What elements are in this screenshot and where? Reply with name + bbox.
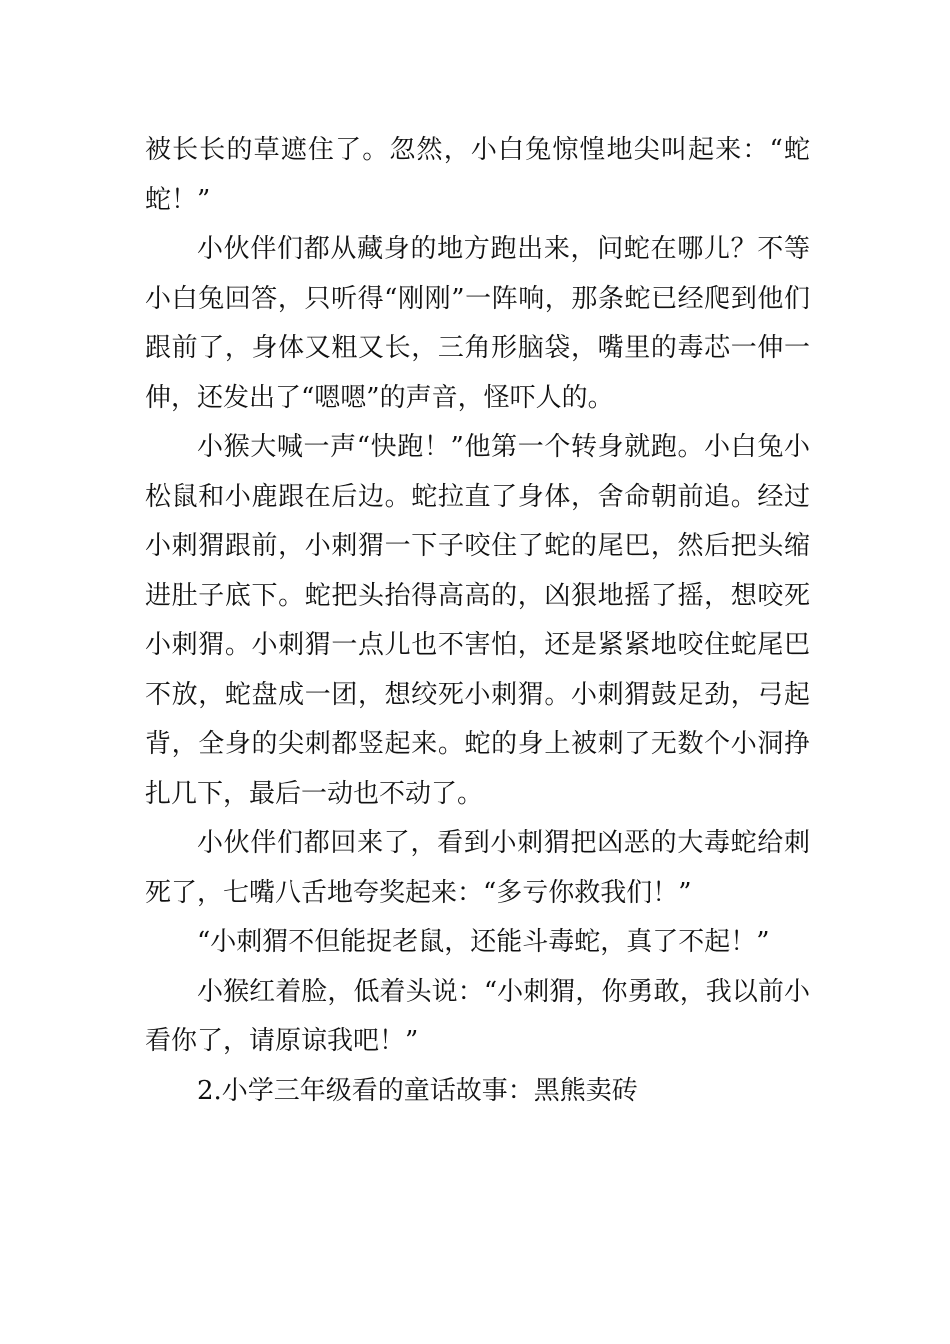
paragraph-1: 被长长的草遮住了。忽然，小白兔惊惶地尖叫起来：“蛇蛇！” — [145, 135, 810, 215]
paragraph-2: 小伙伴们都从藏身的地方跑出来，问蛇在哪儿？不等小白兔回答，只听得“刚刚”一阵响，那条蛇已经爬到他们跟前了，身体又粗又长，三角形脑袋，嘴里的毒芯一伸一伸，还发出了“嗯嗯”的声音，怪吓人的。 — [145, 234, 810, 413]
paragraph-5: “小刺猬不但能捉老鼠，还能斗毒蛇，真了不起！” — [197, 927, 770, 957]
paragraph-6: 小猴红着脸，低着头说：“小刺猬，你勇敢，我以前小看你了，请原谅我吧！” — [145, 976, 810, 1056]
document-body — [145, 126, 810, 1116]
paragraph-4: 小伙伴们都回来了，看到小刺猬把凶恶的大毒蛇给刺死了，七嘴八舌地夸奖起来：“多亏你救我们！” — [145, 828, 810, 908]
paragraph-3: 小猴大喊一声“快跑！”他第一个转身就跑。小白兔小松鼠和小鹿跟在后边。蛇拉直了身体，舍命朝前追。经过小刺猬跟前，小刺猬一下子咬住了蛇的尾巴，然后把头缩进肚子底下。蛇把头抬得高高的，凶狠地摇了摇，想咬死小刺猬。小刺猬一点儿也不害怕，还是紧紧地咬住蛇尾巴不放，蛇盘成一团，想绞死小刺猬。小刺猬鼓足劲，弓起背，全身的尖刺都竖起来。蛇的身上被刺了无数个小洞挣扎几下，最后一动也不动了。 — [145, 432, 810, 809]
section-heading: 2.小学三年级看的童话故事：黑熊卖砖 — [197, 1075, 638, 1106]
